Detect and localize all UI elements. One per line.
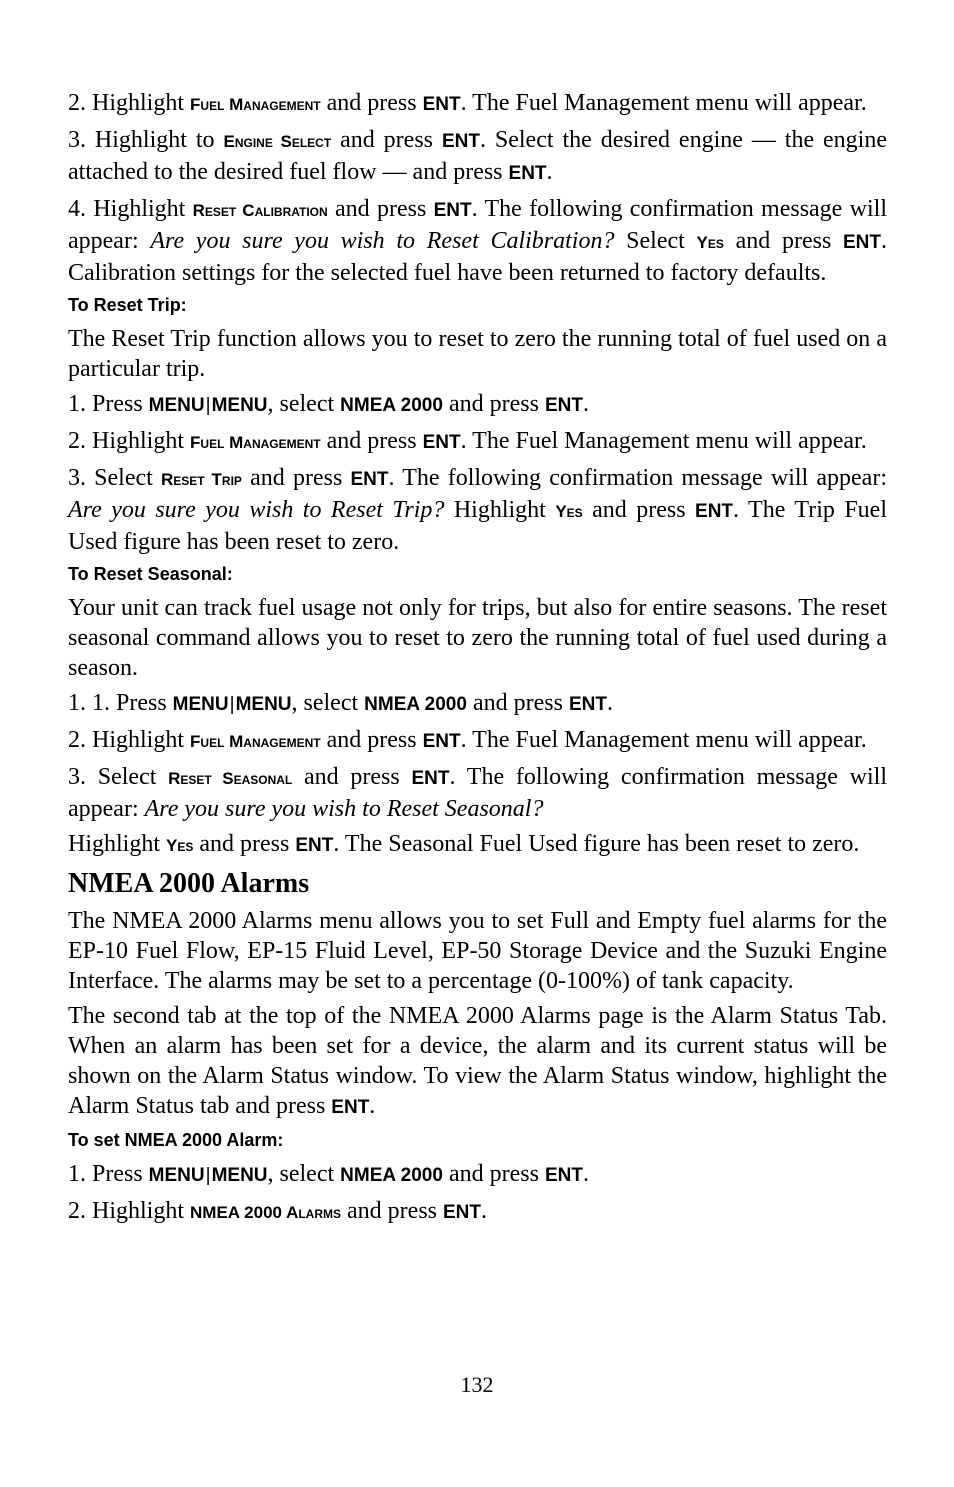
text: 2. Highlight bbox=[68, 428, 191, 454]
menu-item: Engine Select bbox=[223, 132, 332, 151]
key-label: NMEA 2000 bbox=[364, 694, 467, 715]
text: and press bbox=[723, 228, 843, 254]
text: . The following confirmation message will appear: bbox=[68, 196, 887, 254]
text: 4. Highlight bbox=[68, 196, 193, 222]
page-number: 132 bbox=[460, 1372, 494, 1397]
text: Select bbox=[614, 228, 697, 254]
alarm-step-2 bbox=[68, 1196, 887, 1228]
text: The second tab at the top of the NMEA 2000 Alarms page is the Alarm Status Tab. When an alarm has been set for a device, the alarm and its current status will be shown on the Alarm Status window. To view the Alarm Status window, highlight the Alarm Status tab and press bbox=[68, 1003, 887, 1119]
confirmation-message: Are you sure you wish to Reset Seasonal? bbox=[144, 796, 544, 822]
key-label: ENT bbox=[544, 395, 583, 416]
seasonal-step-1 bbox=[68, 688, 887, 720]
key-label: ENT bbox=[331, 1097, 370, 1118]
text: 1. Press bbox=[68, 391, 149, 417]
reset-seasonal-intro: Your unit can track fuel usage not only for trips, but also for entire seasons. The reset seasonal command allows you to reset to zero the running total of fuel used during a season. bbox=[68, 595, 887, 681]
seasonal-step-2 bbox=[68, 725, 887, 757]
key-label: ENT bbox=[441, 131, 480, 152]
confirmation-message: Are you sure you wish to Reset Calibration? bbox=[150, 228, 615, 254]
text: . Select the desired engine — the engine attached to the desired fuel flow — and press bbox=[68, 127, 888, 185]
text: . bbox=[481, 1198, 487, 1224]
text: , select bbox=[291, 690, 365, 716]
key-label: MENU bbox=[211, 1165, 268, 1186]
text: 3. Select bbox=[68, 764, 169, 790]
text: . bbox=[582, 391, 589, 417]
menu-item: Reset Trip bbox=[161, 470, 242, 489]
trip-step-1 bbox=[68, 389, 887, 421]
text: 2. Highlight bbox=[68, 727, 191, 753]
menu-item: Yes bbox=[696, 233, 724, 252]
calib-step-4 bbox=[68, 194, 887, 288]
reset-trip-intro: The Reset Trip function allows you to reset to zero the running total of fuel used on a particular trip. bbox=[68, 326, 887, 382]
manual-page bbox=[68, 88, 887, 1233]
key-label: ENT bbox=[443, 1202, 481, 1223]
text: 2. Highlight bbox=[68, 90, 191, 116]
set-alarm-heading: To set NMEA 2000 Alarm: bbox=[68, 1130, 284, 1150]
text: and press bbox=[582, 497, 696, 523]
text: Highlight bbox=[68, 831, 167, 857]
seasonal-step-3 bbox=[68, 762, 887, 824]
text: and press bbox=[466, 690, 569, 716]
menu-item: Fuel Management bbox=[190, 732, 321, 751]
alarm-step-1 bbox=[68, 1159, 887, 1191]
text: . The Fuel Management menu will appear. bbox=[460, 727, 867, 753]
menu-item: Yes bbox=[555, 502, 583, 521]
key-label: MENU bbox=[211, 395, 268, 416]
text: and press bbox=[442, 391, 545, 417]
seasonal-step-4 bbox=[68, 829, 887, 861]
key-label: ENT bbox=[422, 94, 461, 115]
key-label: MENU bbox=[148, 395, 205, 416]
key-label: NMEA 2000 bbox=[340, 1165, 443, 1186]
text: . bbox=[546, 159, 553, 185]
text: 1. Press bbox=[68, 1161, 149, 1187]
menu-item: Reset Seasonal bbox=[168, 769, 293, 788]
text: Highlight bbox=[444, 497, 556, 523]
text: . The Seasonal Fuel Used figure has been reset to zero. bbox=[333, 831, 860, 857]
key-separator: | bbox=[205, 1165, 211, 1186]
menu-item: Fuel Management bbox=[190, 433, 321, 452]
alarms-intro: The NMEA 2000 Alarms menu allows you to set Full and Empty fuel alarms for the EP-10 Fuel Flow, EP-15 Fluid Level, EP-50 Storage Device and the Suzuki Engine Interface. The alarms may be set to a percentage (0-100%) of tank capacity. bbox=[68, 908, 887, 994]
key-label: ENT bbox=[544, 1165, 583, 1186]
reset-trip-heading: To Reset Trip: bbox=[68, 295, 187, 315]
text: . Calibration settings for the selected fuel have been returned to factory defaults. bbox=[68, 228, 887, 286]
key-label: MENU bbox=[235, 694, 292, 715]
calib-step-3 bbox=[68, 125, 887, 189]
text: . The Fuel Management menu will appear. bbox=[460, 428, 867, 454]
text: and press bbox=[331, 127, 442, 153]
key-label: ENT bbox=[508, 163, 547, 184]
key-label: ENT bbox=[422, 731, 461, 752]
key-label: ENT bbox=[295, 835, 334, 856]
section-title: NMEA 2000 Alarms bbox=[68, 868, 310, 899]
key-separator: | bbox=[229, 694, 235, 715]
trip-step-3 bbox=[68, 463, 887, 557]
text: . bbox=[606, 690, 613, 716]
menu-item: Reset Calibration bbox=[192, 201, 328, 220]
text: and press bbox=[341, 1198, 443, 1224]
confirmation-message: Are you sure you wish to Reset Trip? bbox=[68, 497, 445, 523]
text: . The Trip Fuel Used figure has been reset to zero. bbox=[68, 497, 887, 555]
text: 1. 1. Press bbox=[68, 690, 173, 716]
text: and press bbox=[292, 764, 412, 790]
alarms-status-paragraph bbox=[68, 1001, 887, 1123]
text: , select bbox=[267, 391, 341, 417]
key-label: MENU bbox=[148, 1165, 205, 1186]
text: . bbox=[582, 1161, 589, 1187]
key-separator: | bbox=[205, 395, 211, 416]
key-label: MENU bbox=[172, 694, 229, 715]
key-label: NMEA 2000 bbox=[340, 395, 443, 416]
key-label: ENT bbox=[843, 232, 881, 253]
menu-item: Fuel Management bbox=[190, 95, 321, 114]
trip-step-2 bbox=[68, 426, 887, 458]
text: and press bbox=[320, 428, 423, 454]
menu-item: Yes bbox=[166, 836, 194, 855]
text: and press bbox=[193, 831, 296, 857]
text: , select bbox=[267, 1161, 341, 1187]
text: . The following confirmation message will appear: bbox=[388, 465, 887, 491]
text: and press bbox=[442, 1161, 545, 1187]
key-label: ENT bbox=[350, 469, 389, 490]
menu-item: NMEA 2000 Alarms bbox=[190, 1203, 342, 1222]
text: and press bbox=[241, 465, 351, 491]
text: 3. Select bbox=[68, 465, 162, 491]
text: and press bbox=[320, 90, 423, 116]
text: . The following confirmation message will appear: bbox=[68, 764, 888, 822]
key-label: ENT bbox=[411, 768, 450, 789]
text: and press bbox=[320, 727, 423, 753]
key-label: ENT bbox=[422, 432, 461, 453]
reset-seasonal-heading: To Reset Seasonal: bbox=[68, 564, 233, 584]
text: . The Fuel Management menu will appear. bbox=[460, 90, 867, 116]
key-label: ENT bbox=[433, 200, 472, 221]
key-label: ENT bbox=[568, 694, 607, 715]
text: 2. Highlight bbox=[68, 1198, 191, 1224]
text: and press bbox=[327, 196, 434, 222]
calib-step-2 bbox=[68, 88, 887, 120]
text: . bbox=[369, 1093, 376, 1119]
text: 3. Highlight to bbox=[68, 127, 224, 153]
key-label: ENT bbox=[695, 501, 734, 522]
